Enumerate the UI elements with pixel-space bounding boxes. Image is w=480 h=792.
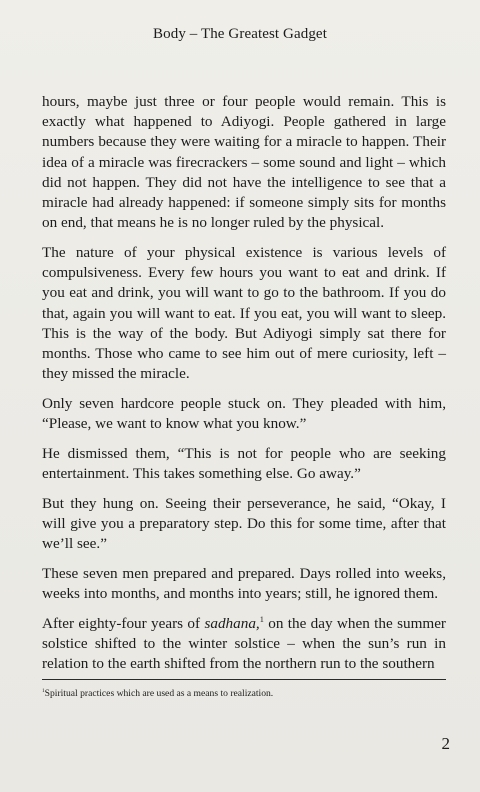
- sadhana-term: sadhana,: [204, 614, 260, 632]
- footnote-text: Spiritual practices which are used as a means to realization.: [44, 688, 274, 699]
- paragraph-2: The nature of your physical existence is various levels of compulsiveness. Every few hours you want to eat and drink. If you eat and drink, you will want to go to the bathroom. If you do that, again you will want to eat. If you eat, you will want to sleep. This is the way of the body. But Adiyogi simply sat there for months. Those who came to see him out of mere curiosity, left – they missed the miracle.: [42, 243, 446, 383]
- footnote-rule: [42, 679, 446, 680]
- footnote-marker: 1: [42, 687, 45, 694]
- paragraph-1: hours, maybe just three or four people would remain. This is exactly what happened to Adiyogi. People gathered in large numbers because they were waiting for a miracle to happen. Their idea of a miracle was firecrackers – some sound and light – which did not happen. They did not have the intelligence to see that a miracle had already happened: if someone simply sits for months on end, that means he is no longer ruled by the physical.: [42, 93, 446, 232]
- paragraph-3: Only seven hardcore people stuck on. They pleaded with him, “Please, we want to know what you know.”: [42, 394, 446, 433]
- footnote: [42, 688, 446, 700]
- body-text: [42, 92, 446, 684]
- paragraph-7: [42, 614, 446, 675]
- footnote-reference[interactable]: 1: [259, 614, 264, 624]
- paragraph-6: These seven men prepared and prepared. Days rolled into weeks, weeks into months, and months into years; still, he ignored them.: [42, 564, 446, 602]
- running-head: Body – The Greatest Gadget: [153, 26, 327, 42]
- page-number: 2: [441, 734, 450, 753]
- paragraph-5: But they hung on. Seeing their perseverance, he said, “Okay, I will give you a preparatory step. Do this for some time, after that we’ll see.”: [42, 494, 446, 553]
- paragraph-7-end: on the day when the summer solstice shifted to the winter solstice – when the sun’s run in relation to the earth shifted from the northern run to the southern: [42, 614, 446, 673]
- paragraph-7-start: After eighty-four years of: [42, 614, 205, 632]
- paragraph-4: He dismissed them, “This is not for people who are seeking entertainment. This takes something else. Go away.”: [42, 444, 446, 482]
